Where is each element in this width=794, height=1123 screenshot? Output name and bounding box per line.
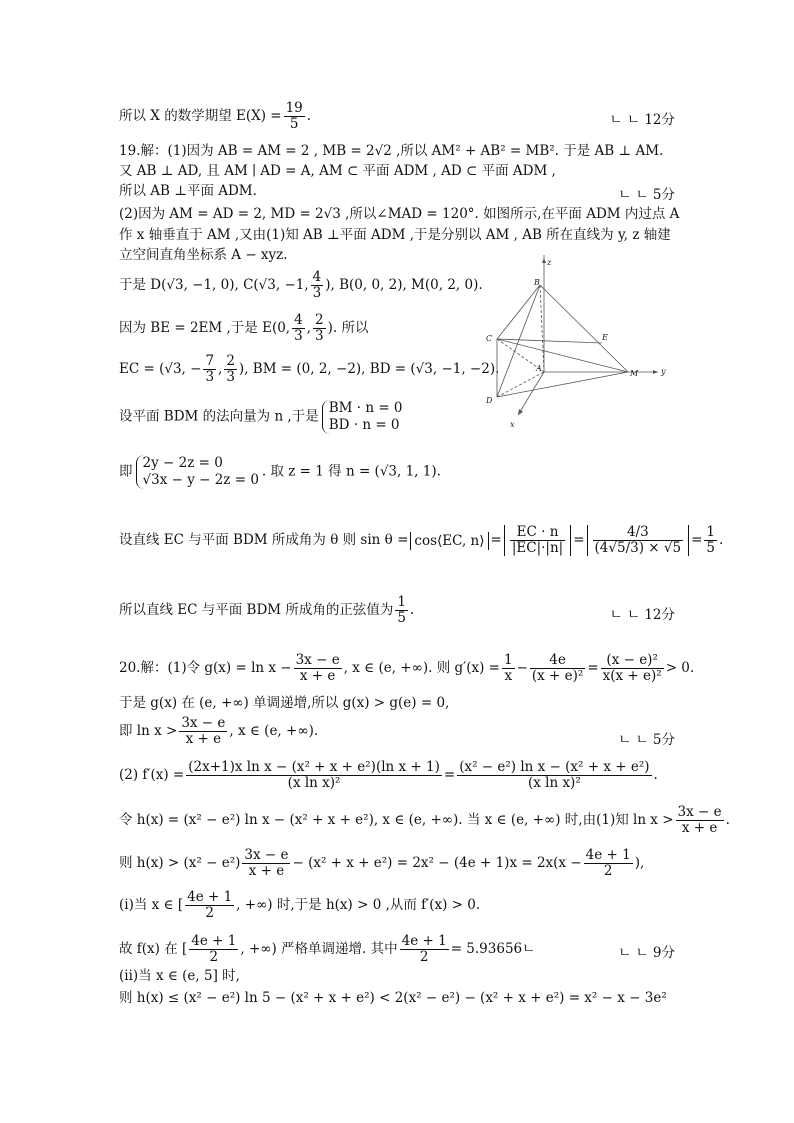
q19-line-3: 所以 AB ⊥平面 ADM. — [119, 183, 257, 199]
text: . — [718, 532, 724, 548]
text: (i)当 x ∈ [ — [119, 897, 184, 913]
text: 故 f(x) 在 [ — [119, 941, 188, 957]
fraction — [294, 653, 342, 684]
case-ii-line: (ii)当 x ∈ (e, 5] 时, — [119, 968, 240, 984]
label-b: B — [534, 278, 540, 287]
edge-bm — [540, 285, 628, 372]
text: 所以直线 EC 与平面 BDM 所成角的正弦值为 — [119, 602, 394, 618]
numerator: 3x − e — [244, 847, 289, 863]
text: 则 h(x) > (x² − e²) — [119, 855, 241, 871]
equation: BD · n = 0 — [328, 417, 400, 433]
text: 20.解：(1)令 g(x) = ln x − — [119, 660, 292, 676]
fraction — [502, 653, 515, 684]
fraction — [186, 760, 442, 791]
denominator: 5 — [706, 540, 715, 556]
text: 设平面 BDM 的法向量为 n ,于是 — [119, 408, 319, 425]
equation-system — [322, 400, 403, 434]
edge-ba — [540, 285, 544, 372]
denominator: 3 — [312, 285, 322, 301]
numerator: 4e + 1 — [191, 933, 237, 949]
text: 设直线 EC 与平面 BDM 所成角为 θ 则 sin θ = — [119, 532, 409, 548]
text: . — [725, 812, 730, 828]
point-e-line — [119, 313, 368, 344]
denominator: (x ln x)² — [287, 775, 341, 791]
numerator: 4e + 1 — [187, 889, 233, 905]
h-upper-bound-line: 则 h(x) ≤ (x² − e²) ln 5 − (x² + x + e²) < 2(x² − e²) − (x² + x + e²) = x² − x − 3e² — [119, 990, 667, 1006]
numerator: (x − e)² — [601, 653, 664, 669]
numerator: 4e — [530, 653, 585, 669]
edge-ce — [497, 339, 602, 343]
fraction — [189, 934, 238, 965]
abs-cos: cos⟨EC, n⟩ — [410, 532, 488, 550]
label-c: C — [486, 334, 493, 343]
numerator: 3x − e — [181, 715, 226, 731]
denominator: (x + e)² — [531, 668, 584, 684]
text: 即 ln x > — [119, 723, 178, 739]
fraction — [224, 354, 237, 385]
text: = — [587, 660, 599, 676]
denominator: (x ln x)² — [527, 775, 581, 791]
label-a: A — [536, 364, 542, 373]
x-arrow-icon — [518, 409, 523, 415]
numerator: 4 — [294, 312, 303, 328]
solve-line — [119, 455, 441, 489]
text: 因为 BE = 2EM ,于是 E(0, — [119, 320, 291, 336]
fraction — [242, 848, 290, 879]
conclusion-line — [119, 595, 414, 626]
text: , x ∈ (e, +∞). 则 g′(x) = — [343, 660, 500, 676]
text: 即 — [119, 463, 133, 480]
equation-system — [136, 455, 259, 489]
score-label: ㄴ ㄴ 9分 — [618, 945, 675, 961]
q20-line-2: 于是 g(x) 在 (e, +∞) 单调递增,所以 g(x) > g(e) = 0, — [119, 695, 450, 711]
numerator: 2 — [315, 312, 324, 328]
pyramid-figure — [478, 255, 678, 435]
text: , — [306, 320, 311, 336]
denominator: x(x + e)² — [602, 668, 662, 684]
fraction — [400, 934, 449, 965]
text: , x ∈ (e, +∞). — [229, 723, 319, 739]
text: . — [653, 767, 658, 783]
x-axis — [518, 372, 544, 415]
denominator: x + e — [299, 668, 336, 684]
text: = — [490, 532, 502, 548]
denominator: (4√5/3) × √5 — [594, 540, 682, 556]
fraction — [292, 313, 305, 344]
fraction — [530, 653, 585, 684]
numerator: 4 — [312, 269, 322, 285]
coordinates-line — [119, 270, 483, 301]
denominator: 3 — [205, 369, 215, 385]
text: 所以 X 的数学期望 E(X) = — [119, 108, 282, 124]
numerator: (2x+1)x ln x − (x² + x + e²)(ln x + 1) — [188, 759, 440, 775]
fraction — [593, 525, 684, 556]
normal-vector-line — [119, 400, 406, 434]
text: , +∞) 严格单调递增. 其中 — [240, 941, 398, 957]
q19-part2-line-2: 作 x 轴垂直于 AM ,又由(1)知 AB ⊥平面 ADM ,于是分别以 AM , AB 所在直线为 y, z 轴建 — [119, 227, 671, 243]
fraction — [676, 805, 724, 836]
h-definition-line — [119, 805, 730, 836]
text: . — [410, 602, 415, 618]
text: . — [306, 108, 312, 124]
fraction — [313, 313, 326, 344]
case-i-line — [119, 890, 480, 921]
equation: BM · n = 0 — [328, 400, 403, 416]
label-y: y — [661, 367, 666, 376]
text: − — [516, 660, 528, 676]
denominator: 3 — [226, 369, 235, 385]
vectors-line — [119, 354, 499, 385]
text: = — [691, 532, 703, 548]
denominator: x + e — [681, 820, 718, 836]
text: . 取 z = 1 得 n = (√3, 1, 1). — [261, 463, 441, 480]
monotonic-line — [119, 934, 535, 965]
label-m: M — [630, 369, 639, 378]
denominator: x + e — [248, 863, 285, 879]
numerator: 19 — [285, 100, 303, 116]
score-label: ㄴ ㄴ 5分 — [618, 732, 675, 748]
abs-fraction — [587, 525, 690, 556]
fraction — [311, 270, 324, 301]
fraction — [395, 595, 408, 626]
text: 令 h(x) = (x² − e²) ln x − (x² + x + e²), x ∈ (e, +∞). 当 x ∈ (e, +∞) 时,由(1)知 ln x > — [119, 812, 674, 828]
denominator: 3 — [294, 328, 303, 344]
text: ), B(0, 0, 2), M(0, 2, 0). — [325, 277, 483, 293]
text: 于是 D(√3, −1, 0), C(√3, −1, — [119, 277, 309, 293]
y-arrow-icon — [653, 370, 658, 374]
numerator: 4e + 1 — [401, 933, 447, 949]
text: ), BM = (0, 2, −2), BD = (√3, −1, −2). — [238, 361, 500, 377]
denominator: |EC|·|n| — [511, 540, 564, 556]
numerator: 1 — [397, 594, 407, 610]
numerator: 3x − e — [677, 804, 722, 820]
h-bound-line — [119, 848, 644, 879]
q20-line-3 — [119, 716, 318, 747]
text: ), — [634, 855, 645, 871]
label-z: z — [547, 258, 552, 267]
fraction — [203, 354, 216, 385]
abs-fraction — [504, 525, 571, 556]
q20-line-1 — [119, 653, 694, 684]
denominator: 5 — [397, 610, 407, 626]
text: = — [573, 532, 585, 548]
denominator: 2 — [603, 863, 613, 879]
numerator: 4e + 1 — [585, 847, 631, 863]
text: = 5.93656ㄴ — [450, 941, 536, 957]
numerator: (x² − e²) ln x − (x² + x + e²) — [459, 759, 650, 775]
edge-cm — [497, 339, 628, 372]
denominator: 2 — [419, 949, 429, 965]
numerator: 3x − e — [295, 652, 340, 668]
z-arrow-icon — [542, 258, 546, 263]
text: EC = (√3, − — [119, 361, 202, 377]
fraction — [510, 525, 565, 556]
denominator: 5 — [289, 116, 299, 132]
text: ). 所以 — [327, 320, 369, 336]
edge-bc — [497, 285, 540, 339]
sine-line — [119, 525, 723, 556]
equation: 2y − 2z = 0 — [142, 455, 223, 471]
numerator: 4/3 — [593, 525, 684, 541]
denominator: x + e — [185, 731, 222, 747]
label-x: x — [510, 420, 515, 429]
fraction — [584, 848, 633, 879]
denominator: 2 — [209, 949, 219, 965]
fraction — [284, 101, 305, 132]
numerator: 2 — [226, 353, 235, 369]
numerator: 7 — [205, 353, 215, 369]
fraction — [601, 653, 664, 684]
label-e: E — [602, 333, 608, 342]
score-label: ㄴ ㄴ 12分 — [609, 112, 675, 128]
q19-line-1: 19.解：(1)因为 AB = AM = 2 , MB = 2√2 ,所以 AM² + AB² = MB². 于是 AB ⊥ AM. — [119, 143, 664, 159]
fraction — [179, 716, 227, 747]
q19-part2-line-3: 立空间直角坐标系 A − xyz. — [119, 247, 288, 263]
text: − (x² + x + e²) = 2x² − (4e + 1)x = 2x(x − — [292, 855, 582, 871]
expectation-line — [119, 101, 311, 132]
numerator: EC · n — [510, 525, 565, 541]
numerator: 1 — [503, 652, 513, 668]
text: , +∞) 时,于是 h(x) > 0 ,从而 f′(x) > 0. — [236, 897, 481, 913]
label-d: D — [486, 396, 493, 405]
fraction — [704, 525, 717, 556]
denominator: x — [504, 668, 513, 684]
text: = — [443, 767, 456, 783]
text: (2) f′(x) = — [119, 767, 185, 783]
text: > 0. — [665, 660, 695, 676]
score-label: ㄴ ㄴ 12分 — [609, 607, 675, 623]
denominator: 3 — [315, 328, 324, 344]
edge-da — [497, 372, 544, 397]
text: , — [218, 361, 223, 377]
fraction — [185, 890, 234, 921]
q19-part2-line-1: (2)因为 AM = AD = 2, MD = 2√3 ,所以∠MAD = 120°. 如图所示,在平面 ADM 内过点 A — [119, 206, 680, 222]
fraction — [457, 760, 651, 791]
equation: √3x − y − 2z = 0 — [142, 472, 259, 488]
edge-dm — [497, 372, 628, 397]
derivative-line — [119, 760, 658, 791]
numerator: 1 — [706, 524, 715, 540]
denominator: 2 — [205, 905, 214, 921]
q19-line-2: 又 AB ⊥ AD, 且 AM ∣ AD = A, AM ⊂ 平面 ADM , AD ⊂ 平面 ADM , — [119, 163, 556, 179]
score-label: ㄴ ㄴ 5分 — [618, 187, 675, 203]
